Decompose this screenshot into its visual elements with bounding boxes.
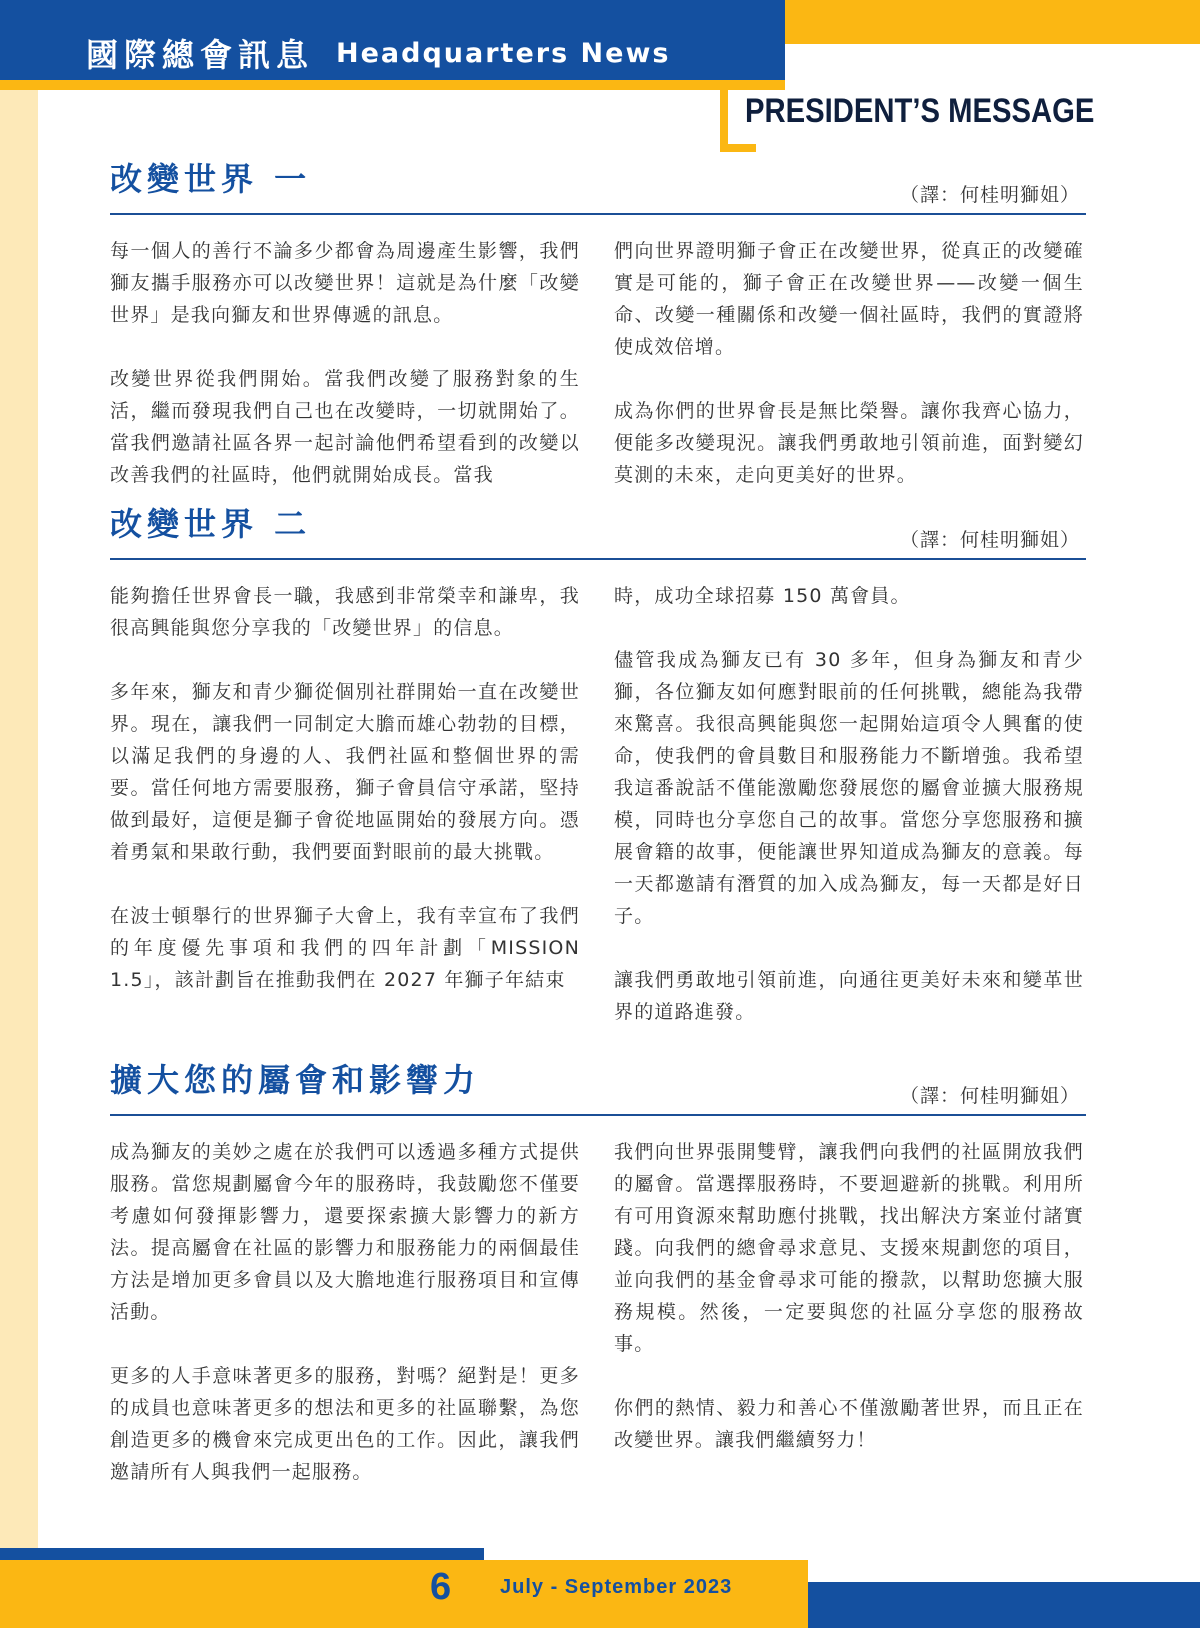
top-yellow-underline xyxy=(0,80,785,90)
paragraph: 們向世界證明獅子會正在改變世界，從真正的改變確實是可能的，獅子會正在改變世界——改變一個生命、改變一種關係和改變一個社區時，我們的實證將使成效倍增。 xyxy=(614,240,1084,358)
article-section-1 xyxy=(110,155,1086,486)
section-label: PRESIDENT’S MESSAGE xyxy=(745,92,1095,130)
paragraph: 能夠擔任世界會長一職，我感到非常榮幸和謙卑，我很高興能與您分享我的「改變世界」的信息。 xyxy=(110,585,580,639)
article-heading xyxy=(110,1056,1086,1116)
article-column-left xyxy=(110,1136,580,1520)
article-column-left xyxy=(110,235,580,523)
article-title: 改變世界 一 xyxy=(110,160,312,198)
article-column-right xyxy=(614,1136,1084,1488)
paragraph: 成為你們的世界會長是無比榮譽。讓你我齊心協力，便能多改變現況。讓我們勇敢地引領前進，面對變幻莫測的未來，走向更美好的世界。 xyxy=(614,400,1084,486)
article-section-2 xyxy=(110,500,1086,1023)
translator-credit: （譯：何桂明獅姐） xyxy=(899,529,1080,551)
left-cream-strip xyxy=(0,0,38,1628)
article-column-right xyxy=(614,235,1084,523)
paragraph: 成為獅友的美妙之處在於我們可以透過多種方式提供服務。當您規劃屬會今年的服務時，我鼓勵您不僅要考慮如何發揮影響力，還要探索擴大影響力的新方法。提高屬會在社區的影響力和服務能力的兩個最佳方法是增加更多會員以及大膽地進行服務項目和宣傳活動。 xyxy=(110,1141,580,1323)
article-column-left xyxy=(110,580,580,1028)
paragraph: 每一個人的善行不論多少都會為周邊產生影響，我們獅友攜手服務亦可以改變世界！這就是為什麼「改變世界」是我向獅友和世界傳遞的訊息。 xyxy=(110,240,580,326)
header-title-cn: 國際總會訊息 xyxy=(86,36,315,74)
paragraph: 讓我們勇敢地引領前進，向通往更美好未來和變革世界的道路進發。 xyxy=(614,969,1084,1023)
translator-credit: （譯：何桂明獅姐） xyxy=(899,184,1080,206)
paragraph: 儘管我成為獅友已有 30 多年，但身為獅友和青少獅，各位獅友如何應對眼前的任何挑戰，總能為我帶來驚喜。我很高興能與您一起開始這項令人興奮的使命，使我們的會員數目和服務能力不斷增強。我希望我這番說話不僅能激勵您發展您的屬會並擴大服務規模，同時也分享您自己的故事。當您分享您服務和擴展會籍的故事，便能讓世界知道成為獅友的意義。每一天都邀請有潛質的加入成為獅友，每一天都是好日子。 xyxy=(614,649,1084,927)
article-title: 改變世界 二 xyxy=(110,505,312,543)
paragraph: 我們向世界張開雙臂，讓我們向我們的社區開放我們的屬會。當選擇服務時，不要迴避新的挑戰。利用所有可用資源來幫助應付挑戰，找出解決方案並付諸實踐。向我們的總會尋求意見、支援來規劃您的項目，並向我們的基金會尋求可能的撥款，以幫助您擴大服務規模。然後，一定要與您的社區分享您的服務故事。 xyxy=(614,1141,1084,1355)
footer-blue-corner xyxy=(808,1582,1200,1628)
footer-blue-bar xyxy=(0,1548,484,1560)
paragraph: 你們的熱情、毅力和善心不僅激勵著世界，而且正在改變世界。讓我們繼續努力！ xyxy=(614,1397,1084,1451)
article-heading xyxy=(110,155,1086,215)
article-title: 擴大您的屬會和影響力 xyxy=(110,1061,481,1099)
article-column-right xyxy=(614,580,1084,1060)
page-header xyxy=(86,28,670,78)
paragraph: 時，成功全球招募 150 萬會員。 xyxy=(614,585,911,607)
article-heading xyxy=(110,500,1086,560)
paragraph: 更多的人手意味著更多的服務，對嗎？絕對是！更多的成員也意味著更多的想法和更多的社區聯繫，為您創造更多的機會來完成更出色的工作。因此，讓我們邀請所有人與我們一起服務。 xyxy=(110,1365,580,1483)
paragraph: 改變世界從我們開始。當我們改變了服務對象的生活，繼而發現我們自己也在改變時，一切就開始了。當我們邀請社區各界一起討論他們希望看到的改變以改善我們的社區時，他們就開始成長。當我 xyxy=(110,368,580,486)
header-title-en: Headquarters News xyxy=(336,37,671,69)
paragraph: 在波士頓舉行的世界獅子大會上，我有幸宣布了我們的年度優先事項和我們的四年計劃「MISSION 1.5」，該計劃旨在推動我們在 2027 年獅子年結束 xyxy=(110,905,580,991)
paragraph: 多年來，獅友和青少獅從個別社群開始一直在改變世界。現在，讓我們一同制定大膽而雄心勃勃的目標，以滿足我們的身邊的人、我們社區和整個世界的需要。當任何地方需要服務，獅子會員信守承諾，堅持做到最好，這便是獅子會從地區開始的發展方向。憑着勇氣和果敢行動，我們要面對眼前的最大挑戰。 xyxy=(110,681,580,863)
article-section-3 xyxy=(110,1056,1086,1483)
issue-date: July - September 2023 xyxy=(500,1576,733,1598)
page-number: 6 xyxy=(430,1566,452,1608)
translator-credit: （譯：何桂明獅姐） xyxy=(899,1085,1080,1107)
top-yellow-band xyxy=(758,0,1200,44)
